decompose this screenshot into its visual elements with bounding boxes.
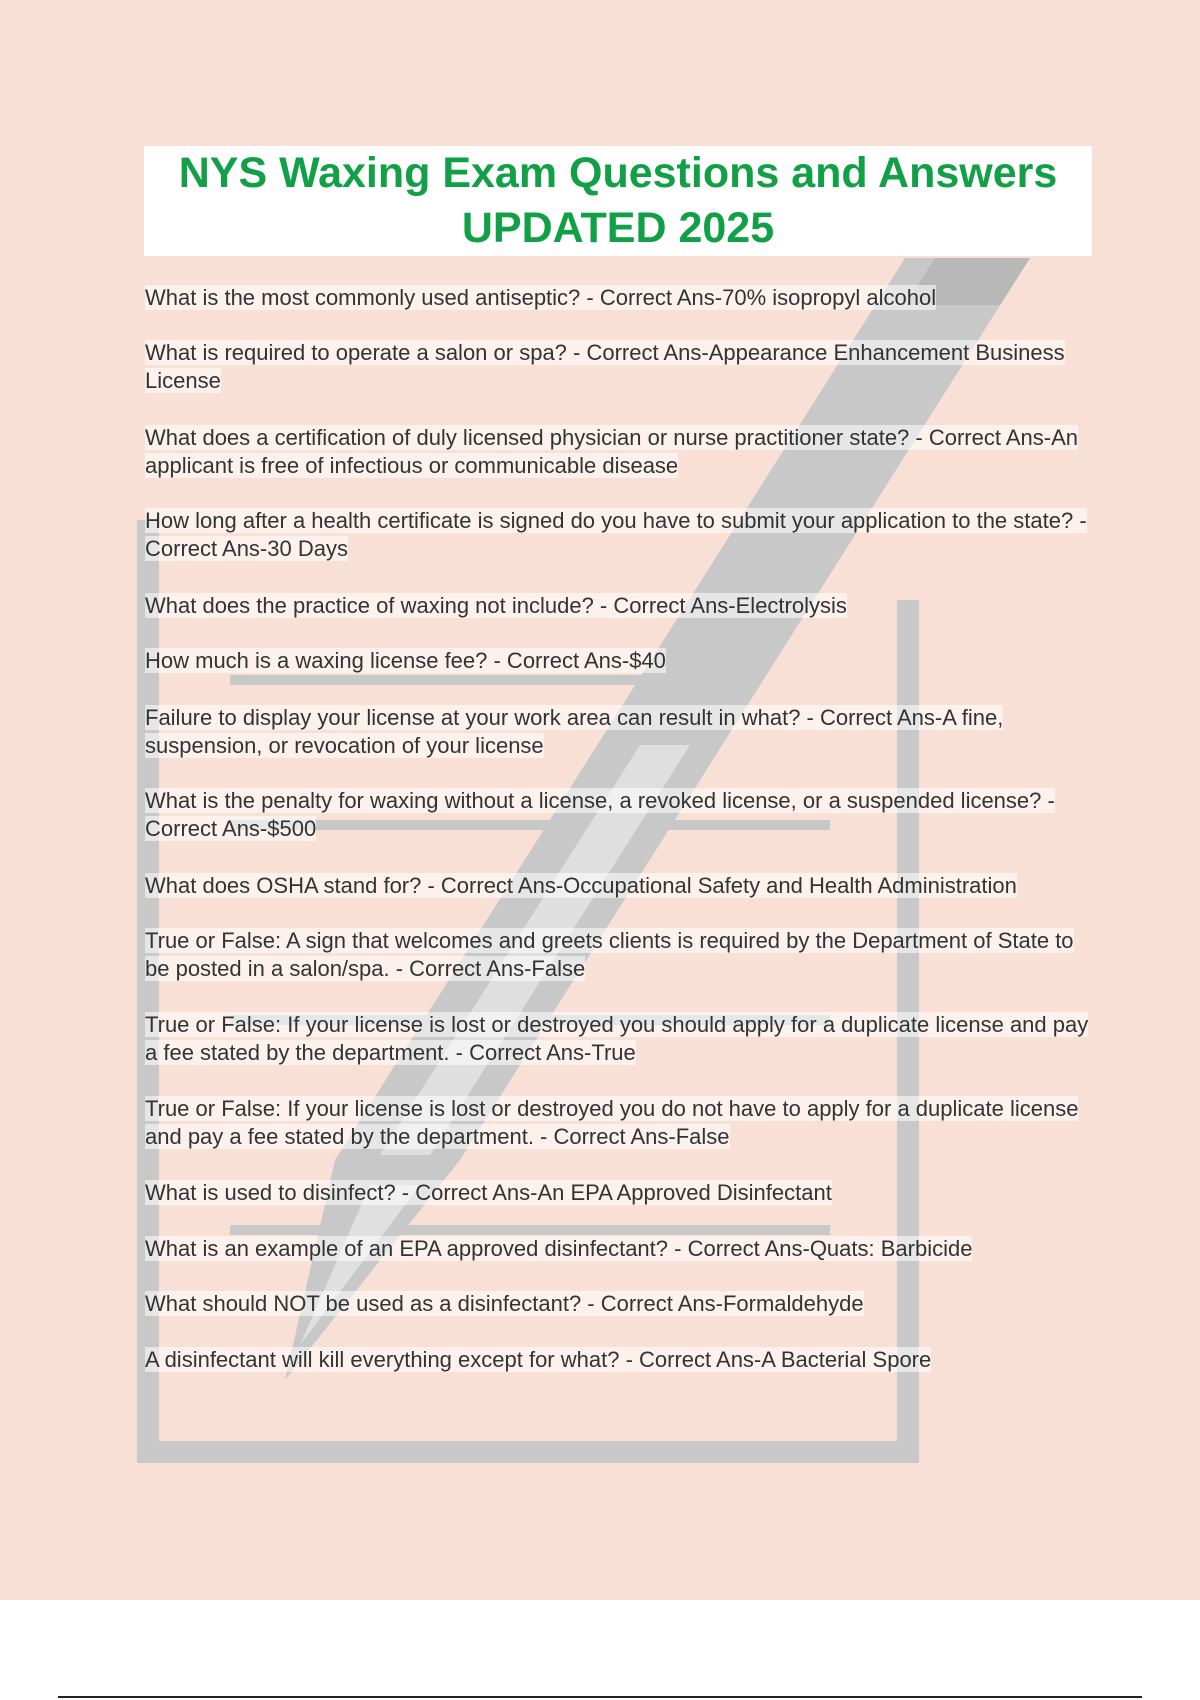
qa-item xyxy=(145,507,1095,563)
qa-text: A disinfectant will kill everything except for what? - Correct Ans-A Bacterial Spore xyxy=(145,1347,932,1372)
qa-item xyxy=(145,424,1095,480)
qa-text: Failure to display your license at your work area can result in what? - Correct Ans-A fine, suspension, or revocation of your license xyxy=(145,705,1004,758)
qa-item xyxy=(145,284,1095,312)
qa-item xyxy=(145,647,1095,675)
qa-text: What does OSHA stand for? - Correct Ans-Occupational Safety and Health Administration xyxy=(145,873,1017,898)
qa-item xyxy=(145,339,1095,395)
qa-text: What should NOT be used as a disinfectant? - Correct Ans-Formaldehyde xyxy=(145,1291,864,1316)
qa-text: What does the practice of waxing not include? - Correct Ans-Electrolysis xyxy=(145,593,847,618)
qa-text: True or False: If your license is lost or destroyed you should apply for a duplicate license and pay a fee stated by the department. - Correct Ans-True xyxy=(145,1012,1089,1065)
qa-item xyxy=(145,872,1095,900)
footer-divider xyxy=(58,1696,1142,1698)
qa-text: What is an example of an EPA approved disinfectant? - Correct Ans-Quats: Barbicide xyxy=(145,1236,973,1261)
qa-item xyxy=(145,1290,1095,1318)
qa-item xyxy=(145,1346,1095,1374)
qa-item xyxy=(145,1179,1095,1207)
qa-text: What does a certification of duly licensed physician or nurse practitioner state? - Correct Ans-An applicant is free of infectious or communicable disease xyxy=(145,425,1079,478)
qa-item xyxy=(145,787,1095,843)
qa-item xyxy=(145,592,1095,620)
qa-text: How much is a waxing license fee? - Correct Ans-$40 xyxy=(145,648,666,673)
title-banner xyxy=(144,146,1092,256)
qa-list xyxy=(145,284,1095,1374)
qa-item xyxy=(145,927,1095,983)
qa-item xyxy=(145,1095,1095,1151)
page-title: NYS Waxing Exam Questions and Answers UPDATED 2025 xyxy=(178,149,1058,252)
qa-item xyxy=(145,1235,1095,1263)
qa-item xyxy=(145,704,1095,760)
qa-item xyxy=(145,1011,1095,1067)
qa-text: What is required to operate a salon or spa? - Correct Ans-Appearance Enhancement Business License xyxy=(145,340,1065,393)
qa-text: What is the most commonly used antiseptic? - Correct Ans-70% isopropyl alcohol xyxy=(145,285,937,310)
qa-text: How long after a health certificate is signed do you have to submit your application to the state? - Correct Ans-30 Days xyxy=(145,508,1087,561)
qa-text: What is the penalty for waxing without a license, a revoked license, or a suspended license? - Correct Ans-$500 xyxy=(145,788,1055,841)
qa-text: True or False: A sign that welcomes and greets clients is required by the Department of State to be posted in a salon/spa. - Correct Ans-False xyxy=(145,928,1074,981)
qa-text: True or False: If your license is lost or destroyed you do not have to apply for a duplicate license and pay a fee stated by the department. - Correct Ans-False xyxy=(145,1096,1079,1149)
qa-text: What is used to disinfect? - Correct Ans-An EPA Approved Disinfectant xyxy=(145,1180,832,1205)
